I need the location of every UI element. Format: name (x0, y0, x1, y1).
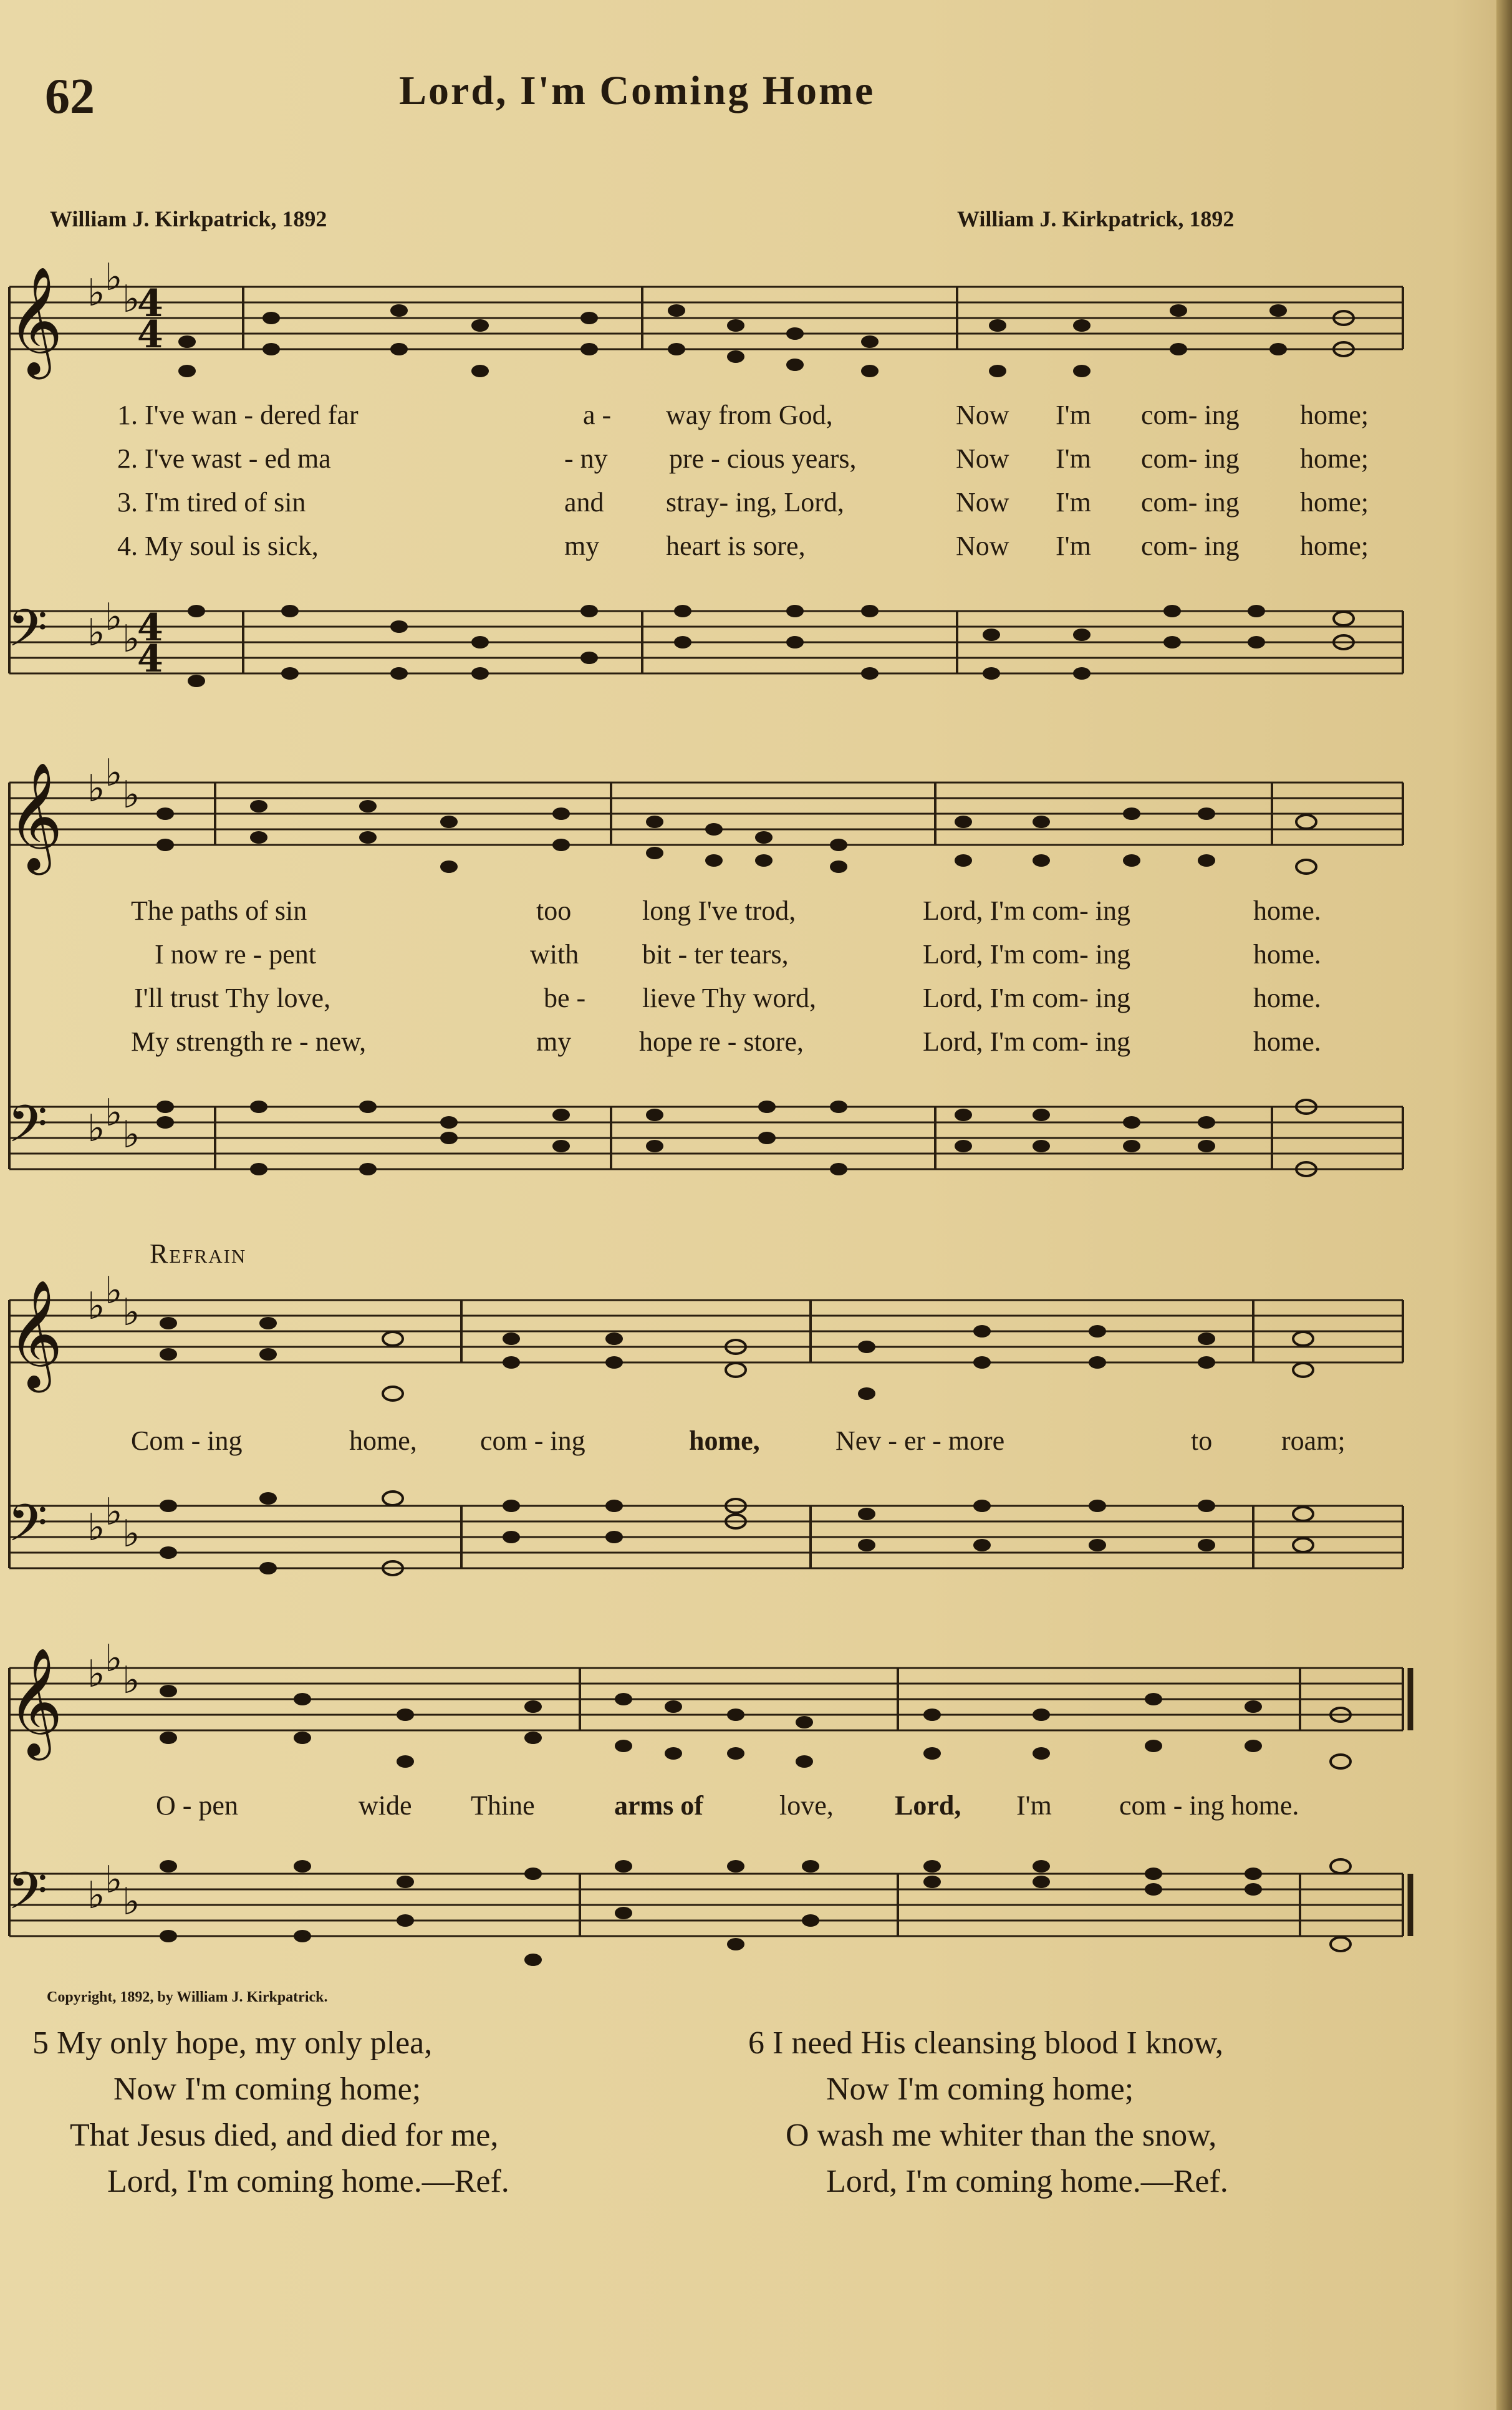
svg-text:♭: ♭ (122, 1113, 140, 1157)
svg-text:♭: ♭ (122, 1659, 140, 1702)
verse-4-line-b: heart is sore, (666, 531, 806, 561)
svg-text:4: 4 (137, 282, 163, 325)
verse-5-block (32, 2020, 509, 2205)
bass-clef-icon: 𝄢 (7, 1493, 48, 1566)
svg-text:♭: ♭ (87, 767, 105, 811)
verse-6-block (748, 2020, 1228, 2205)
refrain-word: love, (779, 1790, 834, 1821)
verse-4-word: I'm (1056, 531, 1091, 561)
verse-2-line-d: bit - ter tears, (642, 939, 789, 970)
verse-3-line-b: stray- ing, Lord, (666, 487, 844, 518)
verse-2-line-b: pre - cious years, (669, 443, 857, 474)
verse-2-word: I'm (1056, 443, 1091, 474)
refrain-word: to (1191, 1425, 1213, 1456)
svg-text:♭: ♭ (105, 1858, 123, 1902)
svg-text:♭: ♭ (105, 1269, 123, 1313)
svg-text:♭: ♭ (87, 1506, 105, 1550)
staff-system1-treble (9, 287, 1403, 349)
verse-3-word: home; (1300, 487, 1369, 518)
svg-text:♭: ♭ (122, 617, 140, 661)
svg-text:♭: ♭ (87, 1285, 105, 1328)
verse-6-line: O wash me whiter than the snow, (786, 2118, 1217, 2153)
verse-3-word: home. (1253, 983, 1321, 1013)
refrain-word: roam; (1281, 1425, 1346, 1456)
staff-system1-bass (9, 611, 1403, 673)
refrain-word: wide (359, 1790, 412, 1821)
refrain-word: Com - ing (131, 1425, 243, 1456)
verse-5-line: Lord, I'm coming home.—Ref. (107, 2164, 509, 2199)
svg-text:♭: ♭ (122, 277, 140, 321)
verse-4-line-c: My strength re - new, (131, 1026, 367, 1057)
verse-4-word: Now (956, 531, 1009, 561)
time-signature (137, 282, 163, 681)
svg-text:♭: ♭ (87, 1874, 105, 1917)
refrain-word: Lord, (895, 1790, 961, 1821)
svg-text:♭: ♭ (105, 595, 123, 639)
verse-3-word: com- ing (1141, 487, 1240, 518)
svg-text:4: 4 (137, 606, 163, 650)
verse-5-line: That Jesus died, and died for me, (70, 2118, 499, 2153)
verse-6-line: Now I'm coming home; (826, 2071, 1134, 2107)
treble-clef-icon: 𝄞 (7, 1280, 63, 1388)
verse-2-line-a: 2. I've wast - ed ma (117, 443, 331, 474)
svg-text:♭: ♭ (105, 751, 123, 795)
verse-1-word: a - (583, 400, 612, 430)
verse-1-word: home. (1253, 895, 1321, 926)
svg-text:♭: ♭ (122, 773, 140, 817)
verse-1-line-c: The paths of sin (131, 895, 307, 926)
verse-4-line-a: 4. My soul is sick, (117, 531, 319, 561)
staff-system2-bass (9, 1107, 1403, 1169)
page-number: 62 (45, 69, 95, 124)
verse-1-word: too (536, 895, 572, 926)
verse-3-line-e: Lord, I'm com- ing (923, 983, 1130, 1013)
verse-4-line-d: hope re - store, (639, 1026, 804, 1057)
copyright-notice: Copyright, 1892, by William J. Kirkpatrick. (47, 1989, 328, 2005)
refrain-word: Nev - er - more (835, 1425, 1005, 1456)
verse-1-line-d: long I've trod, (642, 895, 796, 926)
svg-text:♭: ♭ (87, 1107, 105, 1150)
refrain-word: home, (349, 1425, 417, 1456)
svg-text:♭: ♭ (105, 1637, 123, 1680)
hymn-title: Lord, I'm Coming Home (399, 68, 875, 113)
bass-clef-icon: 𝄢 (7, 1861, 48, 1934)
verse-2-word: com- ing (1141, 443, 1240, 474)
verse-1-line-b: way from God, (666, 400, 833, 430)
svg-text:♭: ♭ (87, 271, 105, 315)
verse-4-word: home; (1300, 531, 1369, 561)
verse-2-word: Now (956, 443, 1009, 474)
verse-3-line-a: 3. I'm tired of sin (117, 487, 306, 518)
refrain-label: Refrain (150, 1238, 247, 1269)
refrain-word: O - pen (156, 1790, 238, 1821)
verse-4-line-e: Lord, I'm com- ing (923, 1026, 1130, 1057)
treble-clef-icon: 𝄞 (7, 266, 63, 375)
refrain-word: I'm (1016, 1790, 1052, 1821)
verse-3-line-d: lieve Thy word, (642, 983, 817, 1013)
svg-text:♭: ♭ (87, 611, 105, 655)
words-credit: William J. Kirkpatrick, 1892 (50, 206, 327, 231)
verse-3-word: be - (544, 983, 586, 1013)
treble-clef-icon: 𝄞 (7, 1647, 63, 1756)
staff-refrain1-treble (9, 1300, 1403, 1362)
verse-5-line: Now I'm coming home; (113, 2071, 421, 2107)
refrain-word: Thine (471, 1790, 535, 1821)
staff-refrain2-bass (9, 1874, 1403, 1936)
verse-2-word: home. (1253, 939, 1321, 970)
refrain-word: com - ing (480, 1425, 585, 1456)
verse-5-line: 5 My only hope, my only plea, (32, 2025, 433, 2061)
verse-2-line-c: I now re - pent (155, 939, 317, 970)
treble-clef-icon: 𝄞 (7, 762, 63, 870)
verse-2-word: with (530, 939, 579, 970)
verse-4-word: my (536, 1026, 572, 1057)
refrain-word: arms of (614, 1790, 703, 1821)
verse-3-line-c: I'll trust Thy love, (134, 983, 331, 1013)
verse-2-word: - ny (564, 443, 608, 474)
verse-3-word: and (564, 487, 604, 518)
refrain-word: com - ing home. (1119, 1790, 1299, 1821)
bass-clef-icon: 𝄢 (7, 1094, 48, 1167)
verse-2-word: home; (1300, 443, 1369, 474)
music-credit: William J. Kirkpatrick, 1892 (957, 206, 1235, 231)
svg-text:♭: ♭ (122, 1880, 140, 1924)
staff-refrain2-treble (9, 1668, 1403, 1730)
verse-1-word: home; (1300, 400, 1369, 430)
svg-text:♭: ♭ (105, 1091, 123, 1135)
refrain-word: home, (689, 1425, 760, 1456)
svg-text:4: 4 (137, 637, 163, 681)
verse-6-line: 6 I need His cleansing blood I know, (748, 2025, 1224, 2061)
verse-1-line-e: Lord, I'm com- ing (923, 895, 1130, 926)
verse-3-word: I'm (1056, 487, 1091, 518)
svg-text:4: 4 (137, 313, 163, 357)
svg-text:♭: ♭ (122, 1291, 140, 1334)
staff-refrain1-bass (9, 1506, 1403, 1568)
svg-text:♭: ♭ (105, 1490, 123, 1534)
svg-text:♭: ♭ (87, 1652, 105, 1696)
verse-1-word: I'm (1056, 400, 1091, 430)
verse-1-word: com- ing (1141, 400, 1240, 430)
verse-2-line-e: Lord, I'm com- ing (923, 939, 1130, 970)
svg-text:♭: ♭ (122, 1512, 140, 1556)
bass-clef-icon: 𝄢 (7, 598, 48, 671)
verse-3-word: Now (956, 487, 1009, 518)
verse-1-word: Now (956, 400, 1009, 430)
verse-4-word: my (564, 531, 600, 561)
verse-4-word: home. (1253, 1026, 1321, 1057)
verse-4-word: com- ing (1141, 531, 1240, 561)
verse-6-line: Lord, I'm coming home.—Ref. (826, 2164, 1228, 2199)
staff-system2-treble (9, 783, 1403, 845)
verse-1-line-a: 1. I've wan - dered far (117, 400, 359, 430)
svg-text:♭: ♭ (105, 256, 123, 299)
